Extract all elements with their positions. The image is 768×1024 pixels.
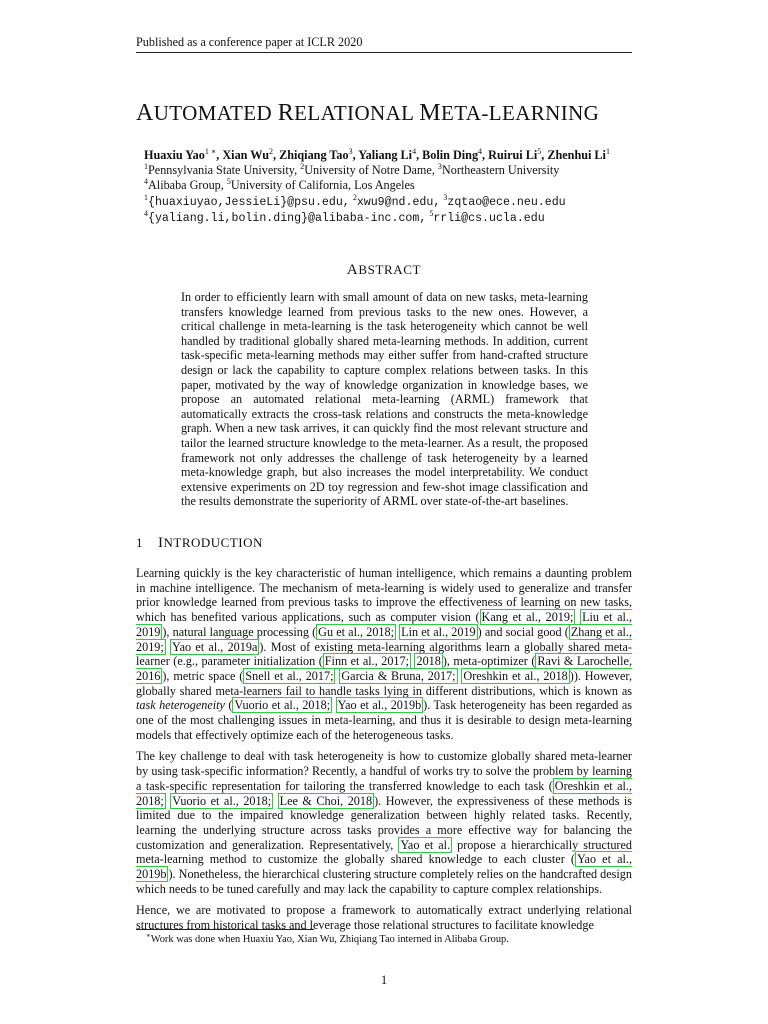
emails-line-2: $^4${yaliang.li,bolin.ding}@alibaba-inc.com, $^5$rrli@cs.ucla.edu <box>144 208 545 225</box>
author-names: Huaxiu Yao$^{1 ∗}$, Xian Wu$^2$, Zhiqiang Tao$^3$, Yaliang Li$^4$, Bolin Ding$^4$, Ruirui Li$^5$, Zhenhui Li$^1$ <box>144 146 610 162</box>
page-number: 1 <box>380 973 388 987</box>
introduction-body <box>136 566 632 940</box>
email-link[interactable]: {yaliang.li,bolin.ding}@alibaba-inc.com, <box>148 211 427 225</box>
paragraph: Hence, we are motivated to propose a framework to automatically extract underlying relational structures from historical tasks and leverage those relational structures to facilitate knowledge <box>136 903 632 933</box>
citation-link[interactable]: Oreshkin et al., 2018; <box>136 778 632 808</box>
paper-title: AUTOMATED RELATIONAL META-LEARNING <box>136 100 600 126</box>
affiliations-line-2: $^4$Alibaba Group, $^5$University of California, Los Angeles <box>144 177 415 193</box>
citation-link[interactable]: Garcia & Bruna, 2017; <box>341 668 456 683</box>
abstract-text: In order to efficiently learn with small amount of data on new tasks, meta-learning transfers knowledge learned from previous tasks to the new ones. However, a critical challenge in meta-learning is the task heterogeneity which cannot be well handled by traditional globally shared meta-learning methods. In addition, current task-specific meta-learning methods may either suffer from hand-crafted structure design or lack the capability to capture complex relations between tasks. In this paper, motivated by the way of knowledge organization in knowledge bases, we propose an automated relational meta-learning (ARML) framework that automatically extracts the cross-task relations and constructs the meta-knowledge graph. When a new task arrives, it can quickly find the most relevant structure and tailor the learned structure knowledge to the meta-learner. As a result, the proposed framework not only addresses the challenge of task heterogeneity by a learned meta-knowledge graph, but also increases the model interpretability. We conduct extensive experiments on 2D toy regression and few-shot image classification and the results demonstrate the superiority of ARML over state-of-the-art baselines. <box>181 290 588 509</box>
emails-line-1: $^1${huaxiuyao,JessieLi}@psu.edu, $^2$xwu9@nd.edu, $^3$zqtao@ece.neu.edu <box>144 192 566 209</box>
email-link[interactable]: {huaxiuyao,JessieLi}@psu.edu, <box>148 195 350 209</box>
citation-link[interactable]: Finn et al., 2017; <box>324 654 409 669</box>
citation-link[interactable]: Ravi & Larochelle, 2016 <box>136 654 632 683</box>
citation-link[interactable]: Yao et al., 2019b <box>337 698 422 713</box>
citation-link[interactable]: Snell et al., 2017; <box>245 668 334 683</box>
citation-link[interactable]: Kang et al., 2019; <box>481 610 574 625</box>
paragraph: The key challenge to deal with task heterogeneity is how to customize globally shared meta-learner by using task-specific information? Recently, a handful of works try to solve the problem by learning a task-specific representation for tailoring the transferred knowledge to each task ( Oreshkin et al., 2018; Vuorio et al., 2018; Lee & Choi, 2018 ). However, the expressiveness of these methods is limited due to the impaired knowledge generalization between highly related tasks. Recently, learning the underlying structure across tasks provides a more effective way for balancing the customization and generalization. Representatively, Yao et al. propose a hierarchically structured meta-learning method to customize the globally shared knowledge to each cluster ( Yao et al., 2019b ). Nonetheless, the hierarchical clustering structure completely relies on the handcrafted design which needs to be tuned carefully and may lack the capability to capture complex relationships. <box>136 749 633 896</box>
author-block <box>144 148 644 226</box>
citation-link[interactable]: Yao et al., 2019a <box>172 639 258 654</box>
citation-link[interactable]: Gu et al., 2018; <box>318 624 394 639</box>
abstract-heading: ABSTRACT <box>346 262 422 278</box>
citation-link[interactable]: Lee & Choi, 2018 <box>279 793 373 808</box>
paragraph: Learning quickly is the key characteristic of human intelligence, which remains a daunting problem in machine intelligence. The mechanism of meta-learning is widely used to generalize and transfer prior knowledge learned from previous tasks to improve the effectiveness of learning on new tasks, which has benefited various applications, such as computer vision ( Kang et al., 2019; Liu et al., 2019 ), natural language processing ( Gu et al., 2018; Lin et al., 2019 ) and social good ( Zhang et al., 2019; Yao et al., 2019a ). Most of existing meta-learning algorithms learn a globally shared meta-learner (e.g., parameter initialization ( Finn et al., 2017; 2018 ), meta-optimizer ( Ravi & Larochelle, 2016 ), metric space ( Snell et al., 2017; Garcia & Bruna, 2017; Oreshkin et al., 2018 )). However, globally shared meta-learners fail to handle tasks lying in different distributions, which is known as task heterogeneity ( Vuorio et al., 2018; Yao et al., 2019b ). Task heterogeneity has been regarded as one of the most challenging issues in meta-learning, and thus it is desirable to design meta-learning models that effectively optimize each of the heterogeneous tasks. <box>136 566 633 742</box>
email-link[interactable]: zqtao@ece.neu.edu <box>447 195 566 209</box>
footnote-rule <box>136 929 314 930</box>
running-header: Published as a conference paper at ICLR 2020 <box>136 34 632 53</box>
email-link[interactable]: xwu9@nd.edu, <box>356 195 441 209</box>
citation-link[interactable]: Oreshkin et al., 2018 <box>463 668 568 683</box>
email-link[interactable]: rrli@cs.ucla.edu <box>433 211 545 225</box>
citation-link[interactable]: Vuorio et al., 2018; <box>172 793 272 808</box>
footnote: ∗Work was done when Huaxiu Yao, Xian Wu, Zhiqiang Tao interned in Alibaba Group. <box>146 931 509 945</box>
citation-link[interactable]: Vuorio et al., 2018; <box>234 698 331 713</box>
citation-link[interactable]: Zhang et al., 2019; <box>136 624 632 654</box>
citation-link[interactable]: 2018 <box>416 654 441 669</box>
affiliations-line-1: $^1$Pennsylvania State University, $^2$University of Notre Dame, $^3$Northeastern University <box>144 162 560 178</box>
citation-link[interactable]: Lin et al., 2019 <box>401 624 476 639</box>
citation-link[interactable]: Liu et al., 2019 <box>136 610 633 639</box>
citation-link[interactable]: Yao et al. <box>400 837 451 852</box>
section-heading-introduction: 1 INTRODUCTION <box>136 535 263 551</box>
citation-link[interactable]: Yao et al., 2019b <box>136 852 632 882</box>
